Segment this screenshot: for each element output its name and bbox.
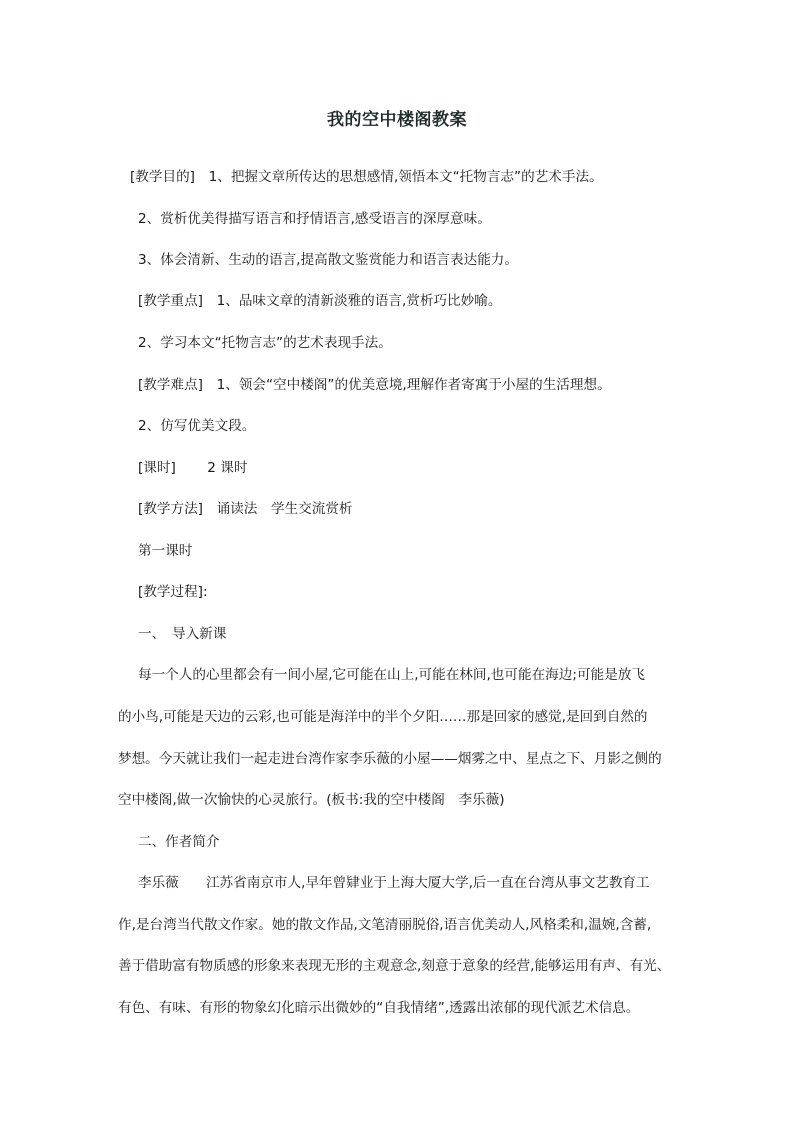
first-lesson-heading: 第一课时 [138,543,193,559]
teaching-methods: [教学方法] 诵读法 学生交流赏析 [138,501,353,517]
teaching-focus-2: 2、学习本文“托物言志”的艺术表现手法。 [138,335,392,351]
intro-paragraph-line-3: 梦想。今天就让我们一起走进台湾作家李乐薇的小屋——烟雾之中、星点之下、月影之侧的 [118,751,662,767]
section-1-heading: 一、 导入新课 [138,626,227,642]
section-2-heading: 二、作者简介 [138,834,220,850]
intro-paragraph-line-1: 每一个人的心里都会有一间小屋,它可能在山上,可能在林间,也可能在海边;可能是放飞 [138,667,645,683]
teaching-difficulty-1: [教学难点] 1、领会“空中楼阁”的优美意境,理解作者寄寓于小屋的生活理想。 [138,377,611,393]
intro-paragraph-line-4: 空中楼阁,做一次愉快的心灵旅行。(板书:我的空中楼阁 李乐薇) [118,792,505,808]
class-hours: [课时] 2 课时 [138,460,248,476]
teaching-process-heading: [教学过程]: [138,584,208,600]
author-paragraph-line-1: 李乐薇 江苏省南京市人,早年曾肄业于上海大厦大学,后一直在台湾从事文艺教育工 [138,875,650,891]
teaching-difficulty-2: 2、仿写优美文段。 [138,418,256,434]
author-paragraph-line-3: 善于借助富有物质感的形象来表现无形的主观意念,刻意于意象的经营,能够运用有声、有光、 [118,958,671,974]
teaching-objective-3: 3、体会清新、生动的语言,提高散文鉴赏能力和语言表达能力。 [138,252,518,268]
author-paragraph-line-4: 有色、有味、有形的物象幻化暗示出微妙的“自我情绪”,透露出浓郁的现代派艺术信息。 [118,1000,640,1016]
intro-paragraph-line-2: 的小鸟,可能是天边的云彩,也可能是海洋中的半个夕阳……那是回家的感觉,是回到自然的 [118,709,648,725]
teaching-objective-2: 2、赏析优美得描写语言和抒情语言,感受语言的深厚意味。 [138,211,491,227]
teaching-objective-1: [教学目的] 1、把握文章所传达的思想感情,领悟本文“托物言志”的艺术手法。 [130,169,603,185]
teaching-focus-1: [教学重点] 1、品味文章的清新淡雅的语言,赏析巧比妙喻。 [138,293,502,309]
author-paragraph-line-2: 作,是台湾当代散文作家。她的散文作品,文笔清丽脱俗,语言优美动人,风格柔和,温婉,含蓄, [118,917,652,933]
page-title: 我的空中楼阁教案 [327,110,467,130]
